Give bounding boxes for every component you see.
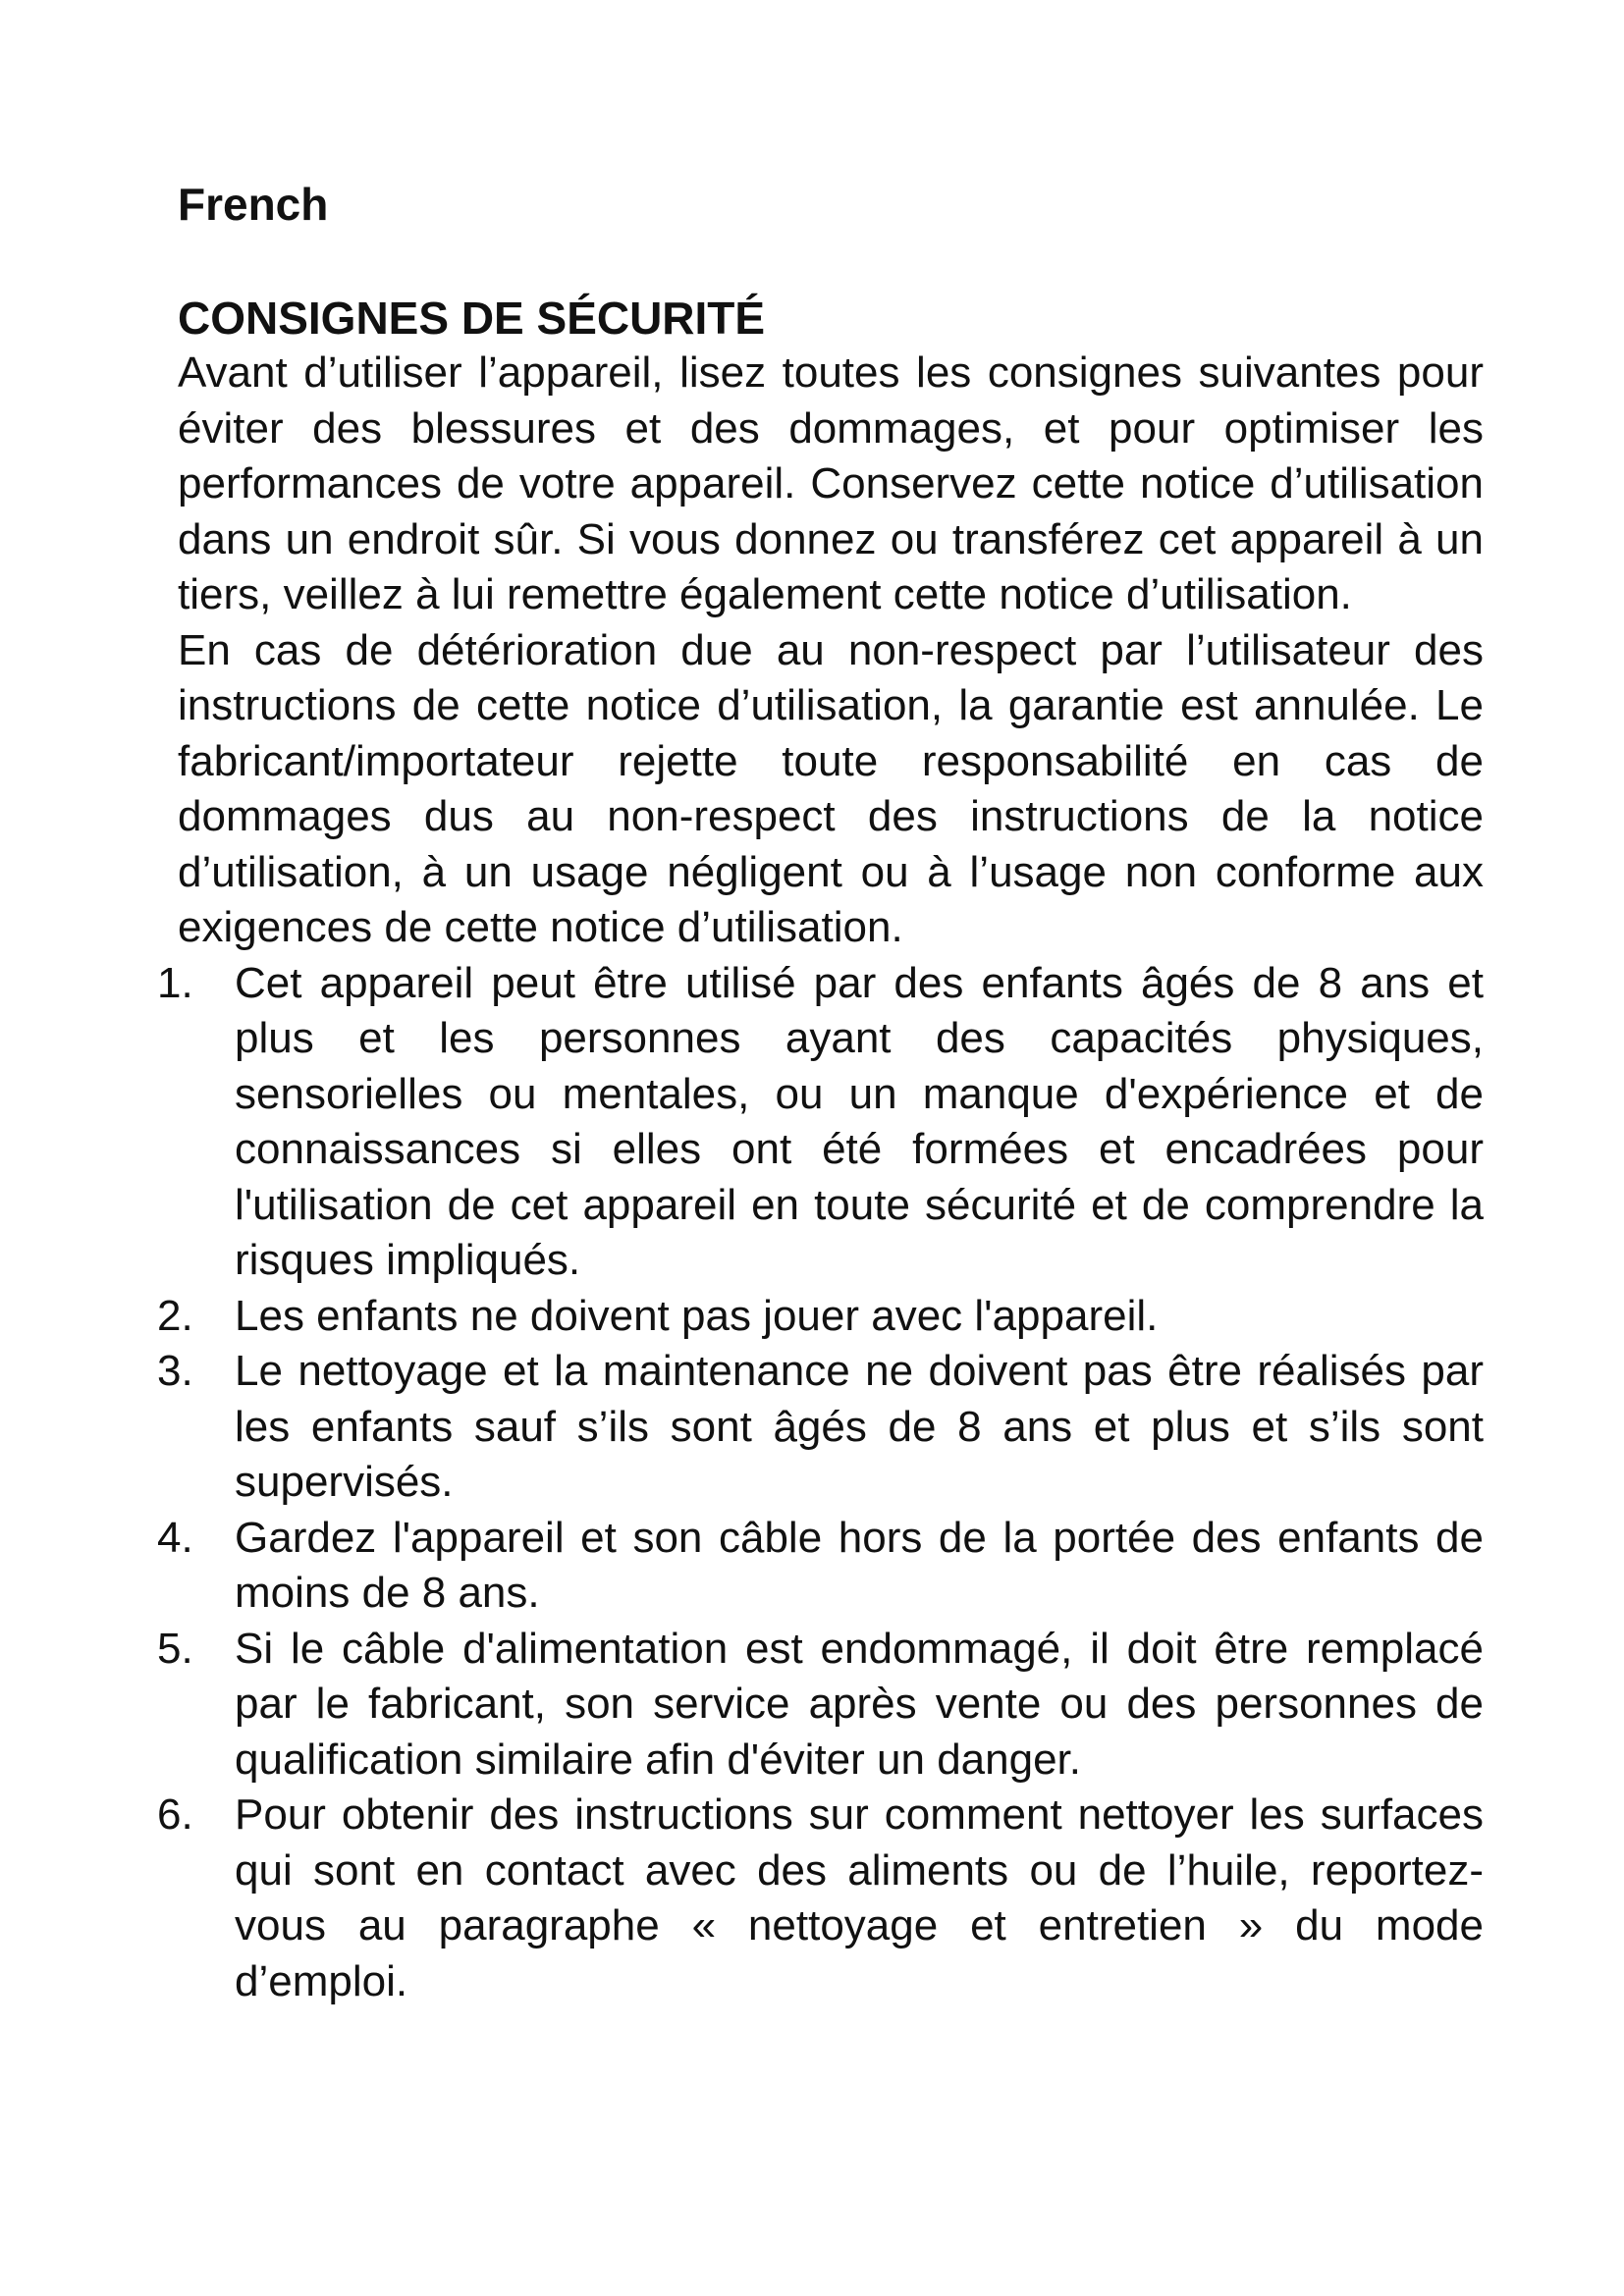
list-item-text: Le nettoyage et la maintenance ne doivent pas être réalisés par les enfants sauf s’ils sont âgés de 8 ans et plus et s’ils sont supervisés.: [235, 1347, 1484, 1506]
language-label: French: [178, 179, 329, 230]
list-item-number: 5.: [157, 1624, 193, 1673]
list-item-text: Si le câble d'alimentation est endommagé, il doit être remplacé par le fabricant, son service après vente ou des personnes de qualification similaire afin d'éviter un danger.: [235, 1624, 1484, 1784]
list-item-number: 2.: [157, 1291, 193, 1340]
list-item-text: Gardez l'appareil et son câble hors de la portée des enfants de moins de 8 ans.: [235, 1513, 1484, 1617]
list-item-number: 6.: [157, 1790, 193, 1839]
list-item-number: 1.: [157, 958, 193, 1007]
list-item: [157, 1511, 1484, 1622]
list-item-text: Cet appareil peut être utilisé par des enfants âgés de 8 ans et plus et les personnes ayant des capacités physiques, sensorielles ou mentales, ou un manque d'expérience et de connaissances si elles ont été formées et encadrées pour l'utilisation de cet appareil en toute sécurité et de comprendre la risques impliqués.: [235, 958, 1484, 1284]
list-item: [157, 956, 1484, 1289]
list-item: [157, 1344, 1484, 1511]
document-page: [157, 177, 1484, 2009]
list-item: [157, 1289, 1484, 1345]
warranty-paragraph: En cas de détérioration due au non-respect par l’utilisateur des instructions de cette notice d’utilisation, la garantie est annulée. Le fabricant/importateur rejette toute responsabilité en cas de dommages dus au non-respect des instructions de la notice d’utilisation, à un usage négligent ou à l’usage non conforme aux exigences de cette notice d’utilisation.: [178, 625, 1484, 951]
list-item-text: Les enfants ne doivent pas jouer avec l'appareil.: [235, 1291, 1159, 1340]
intro-paragraph: Avant d’utiliser l’appareil, lisez toutes les consignes suivantes pour éviter des blessures et des dommages, et pour optimiser les performances de votre appareil. Conservez cette notice d’utilisation dans un endroit sûr. Si vous donnez ou transférez cet appareil à un tiers, veillez à lui remettre également cette notice d’utilisation.: [178, 348, 1484, 618]
list-item: [157, 1622, 1484, 1789]
list-item: [157, 1788, 1484, 2009]
list-item-text: Pour obtenir des instructions sur comment nettoyer les surfaces qui sont en contact avec des aliments ou de l’huile, reportez-vous au paragraphe « nettoyage et entretien » du mode d’emploi.: [235, 1790, 1484, 2005]
safety-instructions-list: [157, 956, 1484, 2010]
list-item-number: 4.: [157, 1513, 193, 1562]
list-item-number: 3.: [157, 1347, 193, 1395]
section-title: CONSIGNES DE SÉCURITÉ: [178, 293, 766, 344]
